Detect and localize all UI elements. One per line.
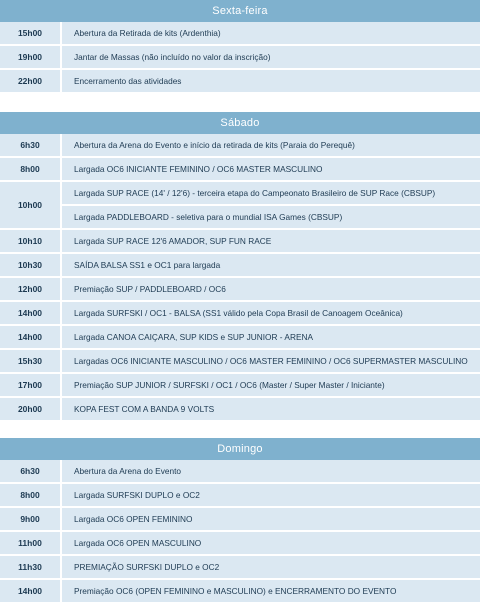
schedule-row [0,580,480,604]
row-activity: Largada SURFSKI / OC1 - BALSA (SS1 válido pela Copa Brasil de Canoagem Oceânica) [74,308,403,318]
row-activity: KOPA FEST COM A BANDA 9 VOLTS [74,404,215,414]
row-activity: Abertura da Retirada de kits (Ardenthia) [74,28,221,38]
section-title: Sexta-feira [0,0,480,22]
section-title: Domingo [0,438,480,460]
section-title: Sábado [0,112,480,134]
section-spacer [0,422,480,438]
row-activity: Largada SUP RACE 12'6 AMADOR, SUP FUN RACE [74,236,272,246]
row-activity: Largada CANOA CAIÇARA, SUP KIDS e SUP JUNIOR - ARENA [74,332,314,342]
row-time: 19h00 [0,46,62,68]
row-activity: Encerramento das atividades [74,76,182,86]
row-time: 8h00 [0,484,62,506]
schedule-row [0,22,480,46]
row-time: 14h00 [0,326,62,348]
row-time: 22h00 [0,70,62,92]
row-time: 14h00 [0,302,62,324]
row-time: 14h00 [0,580,62,602]
row-activity: Largadas OC6 INICIANTE MASCULINO / OC6 MASTER FEMININO / OC6 SUPERMASTER MASCULINO [74,356,468,366]
schedule-row [0,70,480,94]
row-time: 20h00 [0,398,62,420]
section-saturday [0,112,480,422]
schedule-row [0,556,480,580]
section-spacer [0,94,480,112]
row-time: 6h30 [0,134,62,156]
schedule-row [0,326,480,350]
row-time: 6h30 [0,460,62,482]
row-time: 10h10 [0,230,62,252]
row-activity: Largada SURFSKI DUPLO e OC2 [74,490,200,500]
row-activity: Premiação OC6 (OPEN FEMININO e MASCULINO) e ENCERRAMENTO DO EVENTO [74,586,397,596]
row-activity: Premiação SUP JUNIOR / SURFSKI / OC1 / OC6 (Master / Super Master / Iniciante) [74,380,385,390]
schedule-row [0,398,480,422]
section-friday [0,0,480,94]
row-activity: Largada SUP RACE (14' / 12'6) - terceira etapa do Campeonato Brasileiro de SUP Race (CBSUP) [74,188,436,198]
row-time: 12h00 [0,278,62,300]
row-time: 15h00 [0,22,62,44]
row-time: 10h00 [0,182,62,228]
row-activity: Largada PADDLEBOARD - seletiva para o mundial ISA Games (CBSUP) [62,204,480,228]
schedule-row [0,254,480,278]
schedule-row [0,484,480,508]
schedule-row [0,182,480,230]
row-time: 17h00 [0,374,62,396]
schedule-row [0,508,480,532]
row-activity: Largada OC6 OPEN MASCULINO [74,538,202,548]
row-time: 11h30 [0,556,62,578]
row-activity: Jantar de Massas (não incluído no valor da inscrição) [74,52,271,62]
schedule-row [0,278,480,302]
row-activity: Largada OC6 OPEN FEMININO [74,514,193,524]
row-time: 10h30 [0,254,62,276]
schedule-row [0,46,480,70]
row-activity: SAÍDA BALSA SS1 e OC1 para largada [74,260,221,270]
row-activity: Largada OC6 INICIANTE FEMININO / OC6 MASTER MASCULINO [74,164,323,174]
schedule-row [0,532,480,556]
schedule-row [0,230,480,254]
row-time: 8h00 [0,158,62,180]
schedule-row [0,158,480,182]
section-sunday [0,438,480,604]
schedule-row [0,350,480,374]
row-activity: PREMIAÇÃO SURFSKI DUPLO e OC2 [74,562,220,572]
row-activity: Abertura da Arena do Evento e início da retirada de kits (Paraia do Perequê) [74,140,355,150]
schedule-row [0,302,480,326]
schedule-row [0,460,480,484]
row-time: 11h00 [0,532,62,554]
schedule-row [0,134,480,158]
row-time: 9h00 [0,508,62,530]
schedule-row [0,374,480,398]
row-time: 15h30 [0,350,62,372]
row-activity: Abertura da Arena do Evento [74,466,182,476]
row-activity: Premiação SUP / PADDLEBOARD / OC6 [74,284,226,294]
